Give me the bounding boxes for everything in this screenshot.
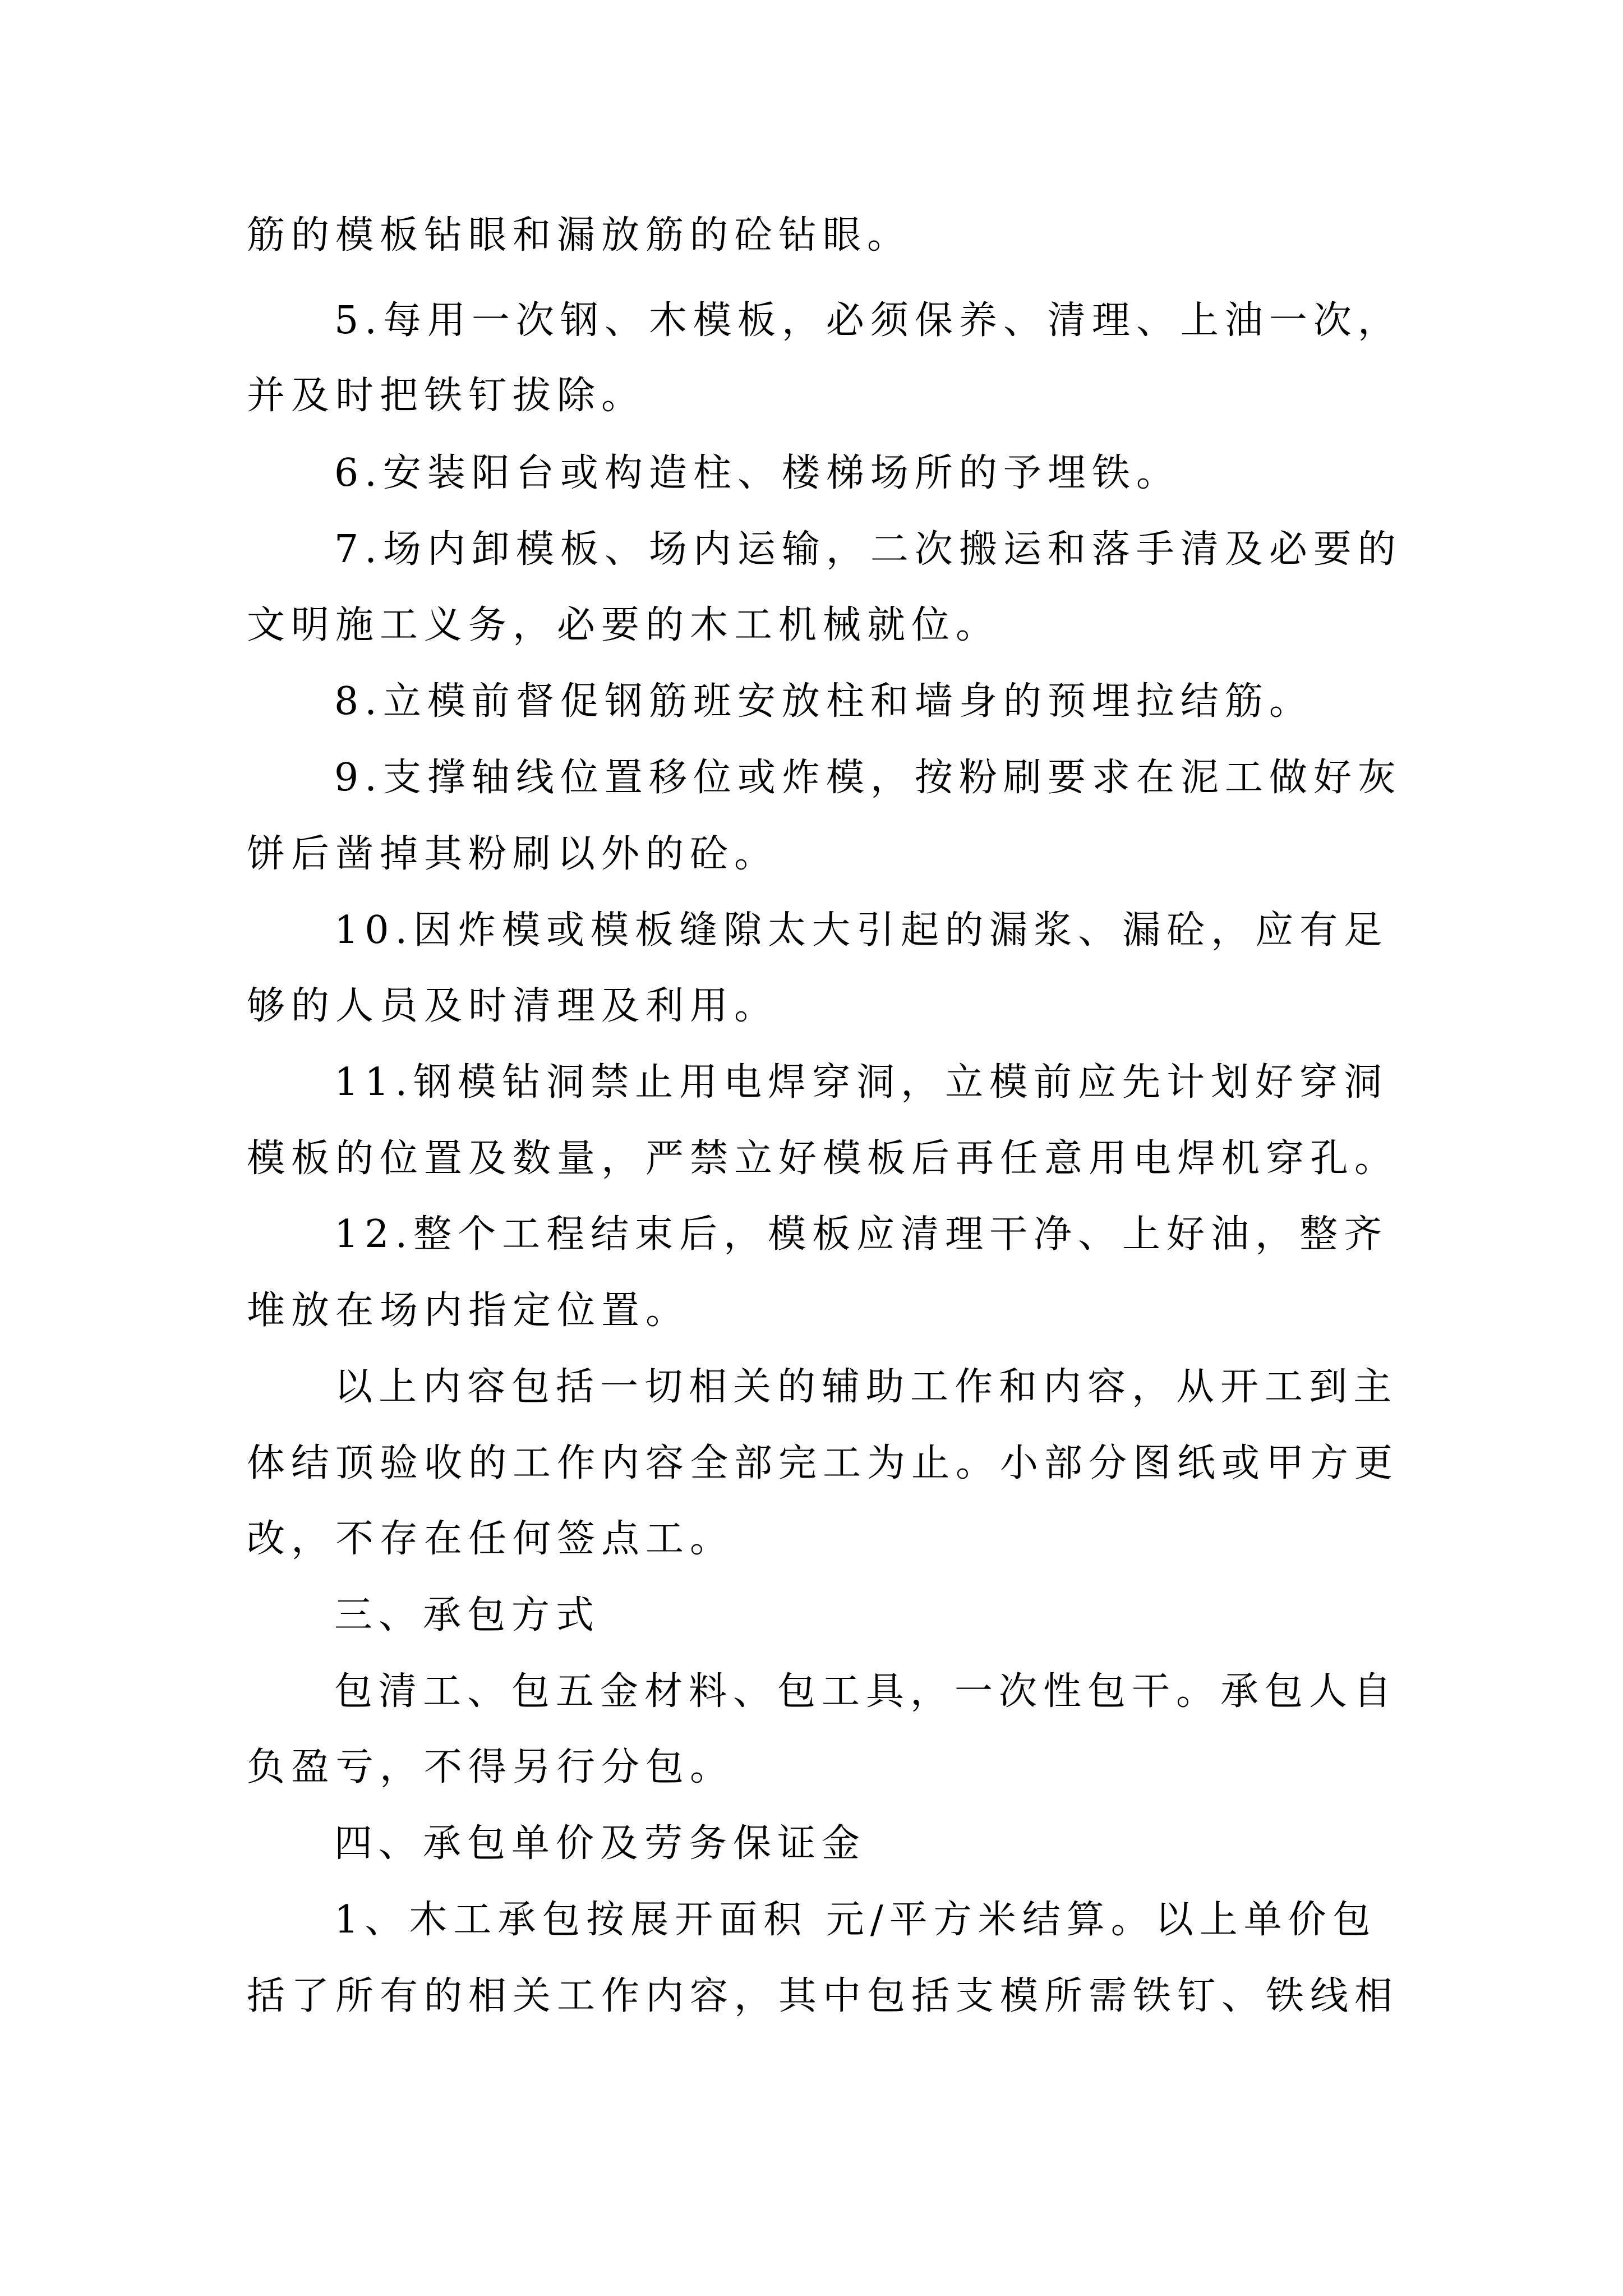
list-item-10: 10.因炸模或模板缝隙太大引起的漏浆、漏砼，应有足 xyxy=(334,908,1389,953)
list-item-6: 6.安装阳台或构造柱、楼梯场所的予埋铁。 xyxy=(334,451,1181,495)
paragraph-line: 负盈亏，不得另行分包。 xyxy=(247,1745,735,1789)
paragraph-line: 以上内容包括一切相关的辅助工作和内容，从开工到主 xyxy=(334,1365,1398,1409)
paragraph-line: 文明施工义务，必要的木工机械就位。 xyxy=(247,603,1000,647)
list-item-11: 11.钢模钻洞禁止用电焊穿洞，立模前应先计划好穿洞 xyxy=(334,1060,1389,1105)
list-item-8: 8.立模前督促钢筋班安放柱和墙身的预埋拉结筋。 xyxy=(334,679,1313,724)
section-heading: 三、承包方式 xyxy=(334,1593,601,1637)
list-item-5: 5.每用一次钢、木模板，必须保养、清理、上油一次， xyxy=(334,298,1402,343)
list-item-9: 9.支撑轴线位置移位或炸模，按粉刷要求在泥工做好灰 xyxy=(334,756,1402,800)
list-item-1: 1、木工承包按展开面积 元/平方米结算。以上单价包 xyxy=(334,1898,1377,1942)
paragraph-line: 括了所有的相关工作内容，其中包括支模所需铁钉、铁线相 xyxy=(247,1974,1399,2018)
paragraph-line: 堆放在场内指定位置。 xyxy=(247,1289,690,1333)
paragraph-line: 饼后凿掉其粉刷以外的砼。 xyxy=(247,832,779,876)
list-item-7: 7.场内卸模板、场内运输，二次搬运和落手清及必要的 xyxy=(334,527,1402,572)
paragraph-line: 并及时把铁钉拔除。 xyxy=(247,374,646,418)
paragraph-line: 改，不存在任何签点工。 xyxy=(247,1517,735,1561)
list-item-12: 12.整个工程结束后，模板应清理干净、上好油，整齐 xyxy=(334,1212,1389,1257)
paragraph-line: 模板的位置及数量，严禁立好模板后再任意用电焊机穿孔。 xyxy=(247,1137,1399,1181)
paragraph-line: 包清工、包五金材料、包工具，一次性包干。承包人自 xyxy=(334,1669,1398,1714)
paragraph-line: 筋的模板钻眼和漏放筋的砼钻眼。 xyxy=(247,213,912,257)
paragraph-line: 够的人员及时清理及利用。 xyxy=(247,984,779,1028)
section-heading: 四、承包单价及劳务保证金 xyxy=(334,1821,866,1866)
paragraph-line: 体结顶验收的工作内容全部完工为止。小部分图纸或甲方更 xyxy=(247,1441,1399,1485)
